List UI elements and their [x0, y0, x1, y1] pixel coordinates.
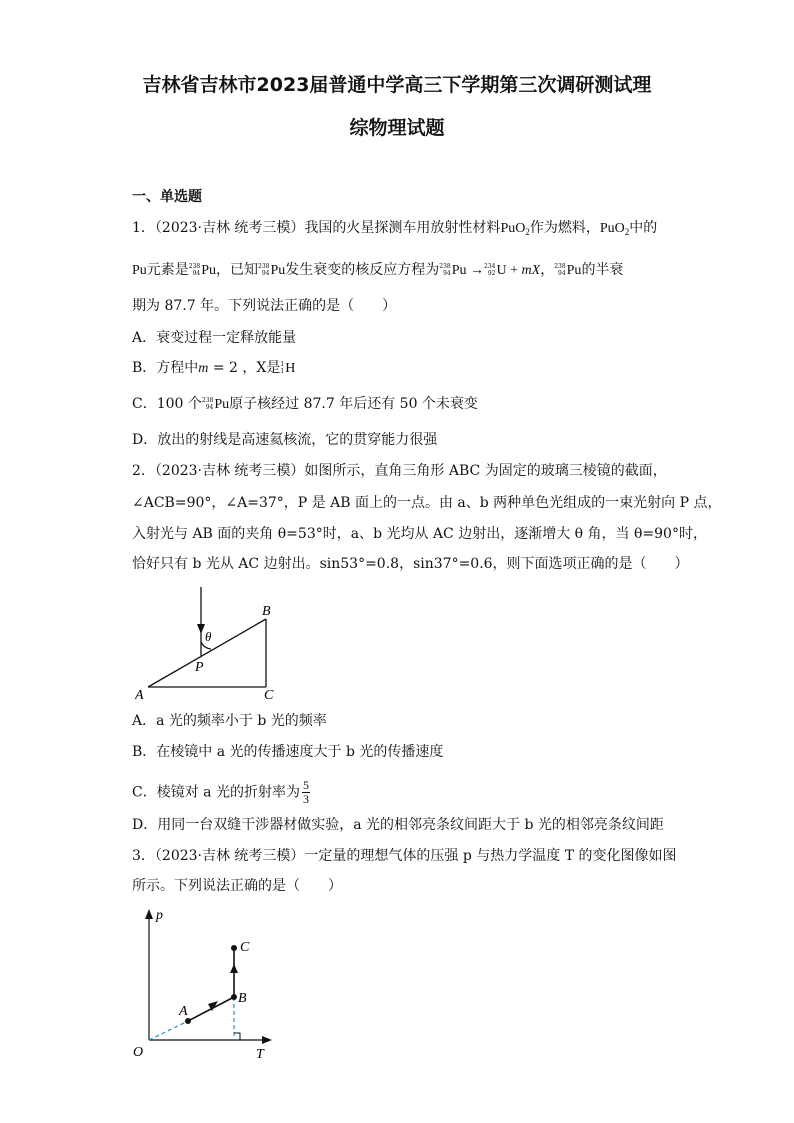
right-angle-mark	[234, 1033, 240, 1040]
q2-line-1: 2．（2023·吉林 统考三模）如图所示，直角三角形 ABC 为固定的玻璃三棱镜的截面，	[132, 463, 667, 479]
point-b	[231, 994, 237, 1000]
label-b: B	[262, 604, 271, 619]
q1-option-a: A．衰变过程一定释放能量	[132, 330, 297, 346]
q2-line-3: 入射光与 AB 面的夹角 θ=53°时，a、b 光均从 AC 边射出，逐渐增大 θ 角，当 θ=90°时，	[132, 526, 707, 542]
q3-line-2: 所示。下列说法正确的是（ ）	[132, 878, 342, 894]
bc-arrow-icon	[230, 964, 238, 973]
label-p: p	[156, 908, 163, 923]
label-a: A	[135, 688, 144, 703]
fraction-5-3: $\frac{5}{3}$	[302, 778, 309, 806]
label-o: O	[133, 1045, 144, 1060]
label-theta: θ	[205, 629, 212, 644]
q1-line-1: 1．（2023·吉林 统考三模）我国的火星探测车用放射性材料PuO$_2$作为燃料，PuO$_2$中的	[132, 220, 658, 237]
q2-option-d: D．用同一台双缝干涉器材做实验，a 光的相邻亮条纹间距大于 b 光的相邻亮条纹间距	[132, 817, 664, 833]
page-title-line-2: 综物理试题	[349, 117, 445, 139]
label-c: C	[240, 940, 250, 955]
q1-line-2: Pu元素是 238 94 Pu，已知 238 94 Pu发生衰变的核反应方程为 238 94 Pu → 234 92 U + mX， 238 94 Pu的半衰	[132, 262, 624, 278]
point-c	[231, 945, 237, 951]
q1-line-3: 期为 87.7 年。下列说法正确的是（ ）	[132, 298, 397, 314]
q2-line-4: 恰好只有 b 光从 AC 边射出。sin53°=0.8，sin37°=0.6，则下面选项正确的是（ ）	[132, 556, 689, 572]
q3-line-1: 3．（2023·吉林 统考三模）一定量的理想气体的压强 p 与热力学温度 T 的变化图像如图	[132, 848, 677, 864]
label-a: A	[179, 1004, 188, 1019]
label-b: B	[238, 991, 247, 1006]
q2-option-c: C．棱镜对 a 光的折射率为 $\frac{5}{3}$	[132, 778, 309, 806]
prism-diagram	[135, 582, 285, 707]
dashed-extension	[149, 1021, 188, 1040]
t-axis-arrow-icon	[262, 1036, 272, 1044]
label-c: C	[264, 688, 274, 703]
q1-option-d: D．放出的射线是高速氦核流，它的贯穿能力很强	[132, 432, 438, 448]
q2-option-b: B．在棱镜中 a 光的传播速度大于 b 光的传播速度	[132, 744, 444, 760]
label-t: T	[256, 1047, 264, 1062]
ray-arrow-icon	[197, 624, 205, 634]
p-t-graph	[128, 905, 278, 1065]
p-axis-arrow-icon	[145, 909, 153, 919]
label-p: P	[195, 660, 204, 675]
q1-option-b: B．方程中m = 2 ，X是 1 1 H	[132, 360, 296, 376]
q2-option-a: A．a 光的频率小于 b 光的频率	[132, 713, 327, 729]
section-heading: 一、单选题	[132, 189, 202, 205]
page-title-line-1: 吉林省吉林市2023届普通中学高三下学期第三次调研测试理	[142, 74, 652, 96]
q2-line-2: ∠ACB=90°，∠A=37°，P 是 AB 面上的一点。由 a、b 两种单色光组成的一束光射向 P 点，	[132, 495, 722, 511]
q1-option-c: C．100 个 238 94 Pu原子核经过 87.7 年后还有 50 个未衰变	[132, 396, 478, 412]
